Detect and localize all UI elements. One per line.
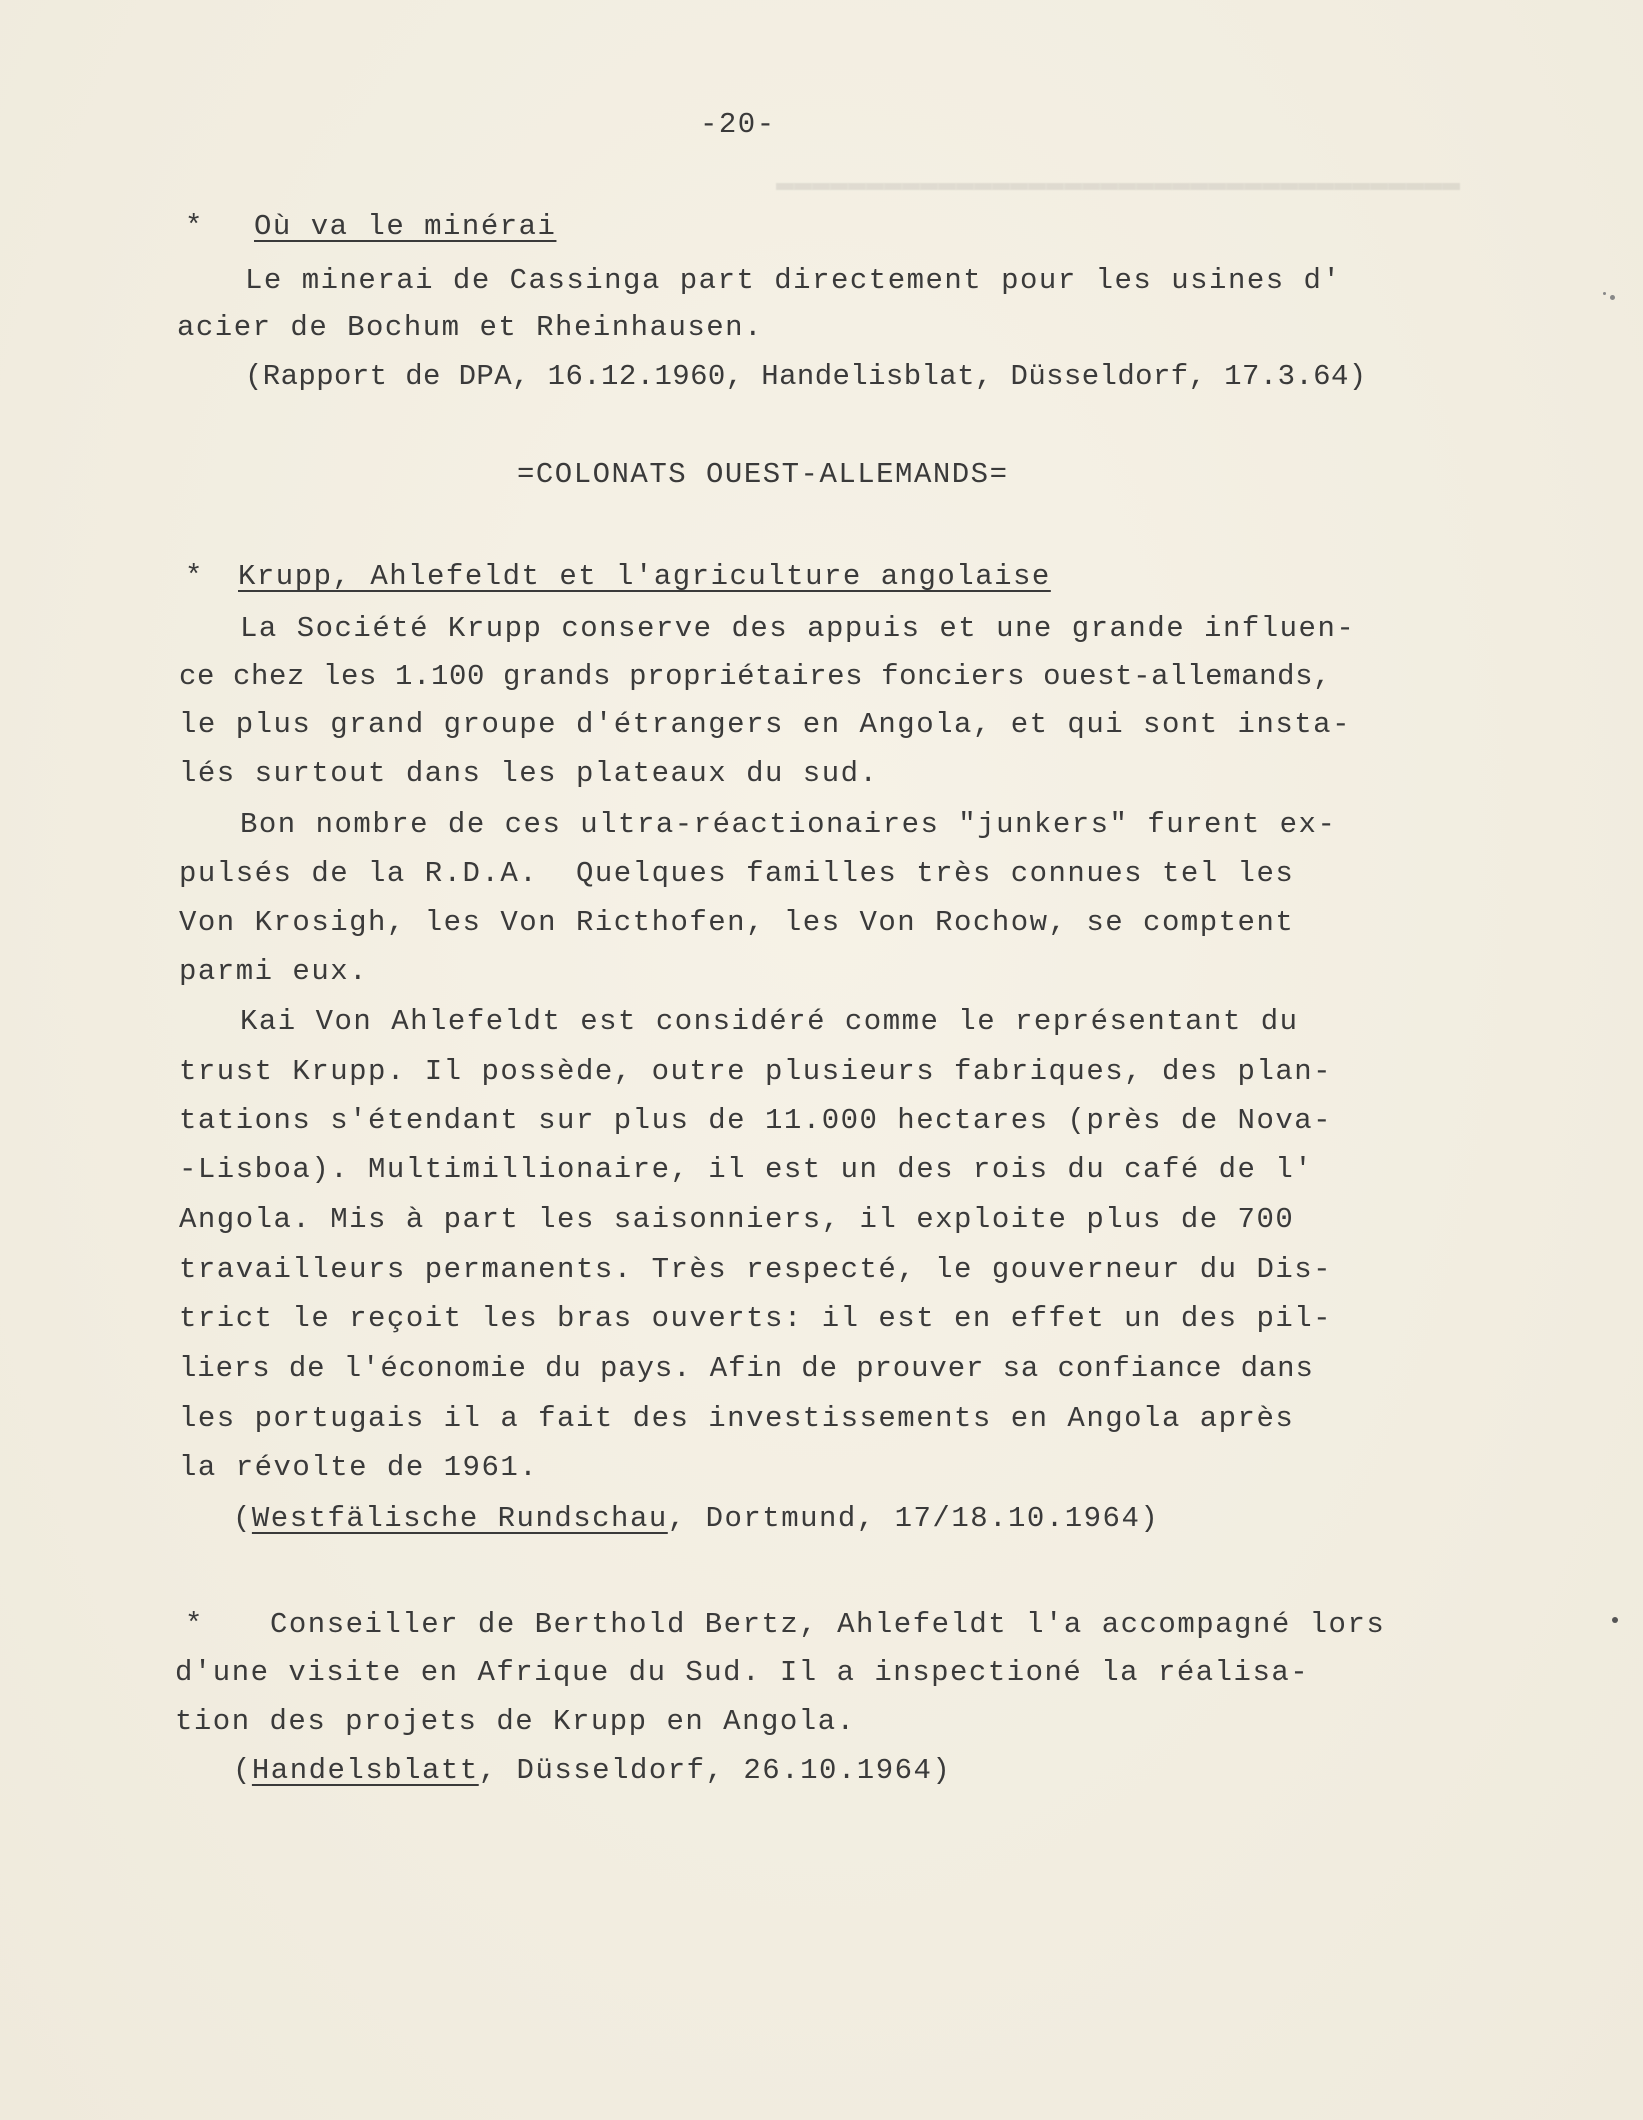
body-line: Bon nombre de ces ultra-réactionaires "junkers" furent ex- <box>240 808 1337 841</box>
bullet-marker: * <box>185 1608 204 1641</box>
source-citation: (Rapport de DPA, 16.12.1960, Handelisblat, Düsseldorf, 17.3.64) <box>245 360 1367 393</box>
body-line: La Société Krupp conserve des appuis et une grande influen- <box>240 612 1356 645</box>
source-paren: ( <box>233 1754 252 1787</box>
body-line: Von Krosigh, les Von Ricthofen, les Von Rochow, se comptent <box>179 906 1295 939</box>
paper-speck <box>1612 1617 1618 1623</box>
body-line: Angola. Mis à part les saisonniers, il exploite plus de 700 <box>179 1203 1295 1236</box>
body-line: le plus grand groupe d'étrangers en Angola, et qui sont insta- <box>179 708 1351 741</box>
body-line: travailleurs permanents. Très respecté, le gouverneur du Dis- <box>179 1253 1333 1286</box>
body-line: liers de l'économie du pays. Afin de prouver sa confiance dans <box>179 1352 1314 1385</box>
bullet-marker: * <box>185 560 204 593</box>
source-citation <box>233 1502 1159 1536</box>
body-line: lés surtout dans les plateaux du sud. <box>179 757 879 790</box>
body-line: Le minerai de Cassinga part directement pour les usines d' <box>245 264 1342 297</box>
body-line: ce chez les 1.100 grands propriétaires fonciers ouest-allemands, <box>179 660 1332 693</box>
body-line: d'une visite en Afrique du Sud. Il a inspectioné la réalisa- <box>175 1656 1310 1689</box>
source-newspaper: Handelsblatt <box>251 1754 479 1787</box>
source-paren: ( <box>233 1502 252 1535</box>
source-details: , Düsseldorf, 26.10.1964) <box>478 1754 952 1787</box>
source-details: , Dortmund, 17/18.10.1964) <box>667 1502 1160 1535</box>
bleed-through-texture: ▬▬▬▬▬▬▬▬▬▬▬▬▬▬▬▬▬▬▬▬▬▬▬▬▬▬▬▬▬▬▬▬▬▬▬▬▬▬ <box>775 167 1460 201</box>
body-line: tion des projets de Krupp en Angola. <box>175 1705 856 1738</box>
body-line: Conseiller de Berthold Bertz, Ahlefeldt l'a accompagné lors <box>270 1608 1386 1641</box>
paper-speck <box>1603 292 1606 295</box>
body-line: les portugais il a fait des investissements en Angola après <box>179 1402 1295 1435</box>
section-heading: Où va le minérai <box>254 210 557 243</box>
section-heading: Krupp, Ahlefeldt et l'agriculture angolaise <box>238 560 1051 593</box>
bullet-marker: * <box>185 210 204 243</box>
body-line: trict le reçoit les bras ouverts: il est en effet un des pil- <box>179 1302 1333 1335</box>
body-line: parmi eux. <box>179 955 369 988</box>
body-line: pulsés de la R.D.A. Quelques familles très connues tel les <box>179 857 1295 890</box>
body-line: la révolte de 1961. <box>179 1451 539 1484</box>
section-title: =COLONATS OUEST-ALLEMANDS= <box>517 458 1009 491</box>
page-number: -20- <box>700 108 776 141</box>
source-newspaper: Westfälische Rundschau <box>251 1502 668 1535</box>
source-citation <box>233 1754 951 1788</box>
body-line: acier de Bochum et Rheinhausen. <box>177 311 763 344</box>
body-line: -Lisboa). Multimillionaire, il est un des rois du café de l' <box>179 1153 1314 1186</box>
body-line: trust Krupp. Il possède, outre plusieurs fabriques, des plan- <box>179 1055 1333 1088</box>
body-line: tations s'étendant sur plus de 11.000 hectares (près de Nova- <box>179 1104 1333 1137</box>
body-line: Kai Von Ahlefeldt est considéré comme le représentant du <box>240 1005 1299 1038</box>
paper-speck <box>1610 295 1615 300</box>
